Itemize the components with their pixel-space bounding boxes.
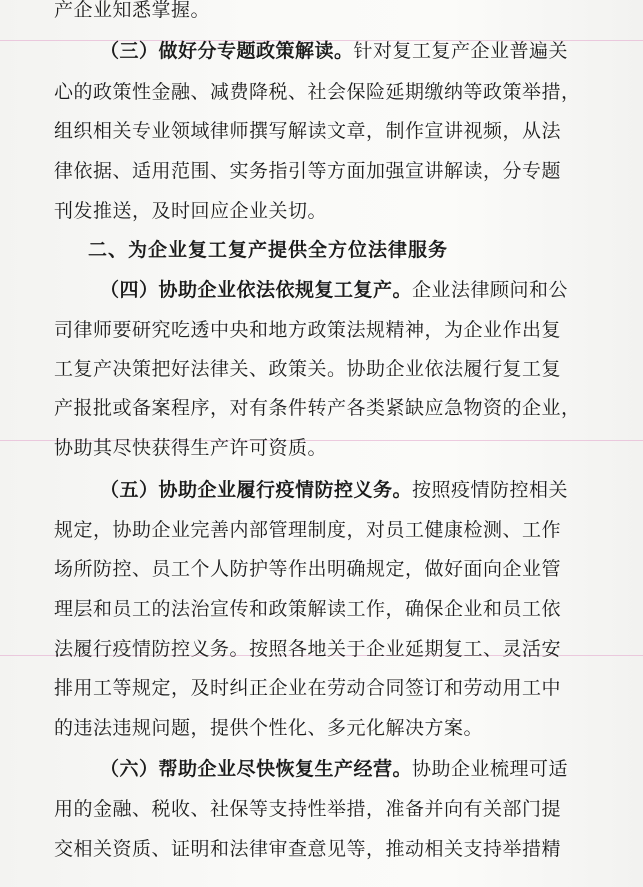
line-text: 规定，协助企业完善内部管理制度，对员工健康检测、工作	[54, 519, 562, 541]
paragraph-heading-line	[100, 757, 568, 781]
line-text: 司律师要研究吃透中央和地方政策法规精神，为企业作出复	[54, 319, 562, 341]
section-heading	[88, 238, 448, 262]
line-text: 律依据、适用范围、实务指引等方面加强宣讲解读，分专题	[54, 160, 562, 182]
text-line	[54, 557, 561, 581]
line-text: 的违法违规问题，提供个性化、多元化解决方案。	[54, 717, 484, 739]
text-line	[54, 159, 561, 183]
text-line	[54, 0, 210, 22]
line-text: 理层和员工的法治宣传和政策解读工作，确保企业和员工依	[54, 598, 562, 620]
text-line	[54, 318, 561, 342]
line-text: 交相关资质、证明和法律审查意见等，推动相关支持举措精	[54, 838, 562, 860]
text-line	[54, 597, 561, 621]
line-text: 针对复工复产企业普遍关	[353, 40, 569, 62]
line-text: 按照疫情防控相关	[412, 479, 569, 501]
line-text: 心的政策性金融、减费降税、社会保险延期缴纳等政策举措，	[54, 81, 581, 103]
line-text: 组织相关专业领域律师撰写解读文章，制作宣讲视频，从法	[54, 120, 562, 142]
paragraph-heading-line	[100, 478, 568, 502]
text-line	[54, 199, 327, 223]
text-line	[54, 396, 581, 420]
paragraph-heading: （五）协助企业履行疫情防控义务。	[100, 479, 413, 501]
text-line	[54, 119, 561, 143]
text-line	[54, 837, 561, 861]
line-text: 刊发推送，及时回应企业关切。	[54, 200, 328, 222]
text-line	[54, 797, 561, 821]
text-line	[54, 518, 561, 542]
line-text: 产报批或备案程序，对有条件转产各类紧缺应急物资的企业，	[54, 397, 581, 419]
text-line	[54, 80, 581, 104]
text-line	[54, 357, 561, 381]
paragraph-heading-line	[100, 39, 568, 63]
line-text: 排用工等规定，及时纠正企业在劳动合同签订和劳动用工中	[54, 677, 562, 699]
line-text: 用的金融、税收、社保等支持性举措，准备并向有关部门提	[54, 798, 562, 820]
line-text: 场所防控、员工个人防护等作出明确规定，做好面向企业管	[54, 558, 562, 580]
paragraph-heading: （三）做好分专题政策解读。	[100, 40, 354, 62]
paragraph-heading: （六）帮助企业尽快恢复生产经营。	[100, 758, 413, 780]
line-text: 产企业知悉掌握。	[54, 0, 211, 21]
line-text: 工复产决策把好法律关、政策关。协助企业依法履行复工复	[54, 358, 562, 380]
line-text: 企业法律顾问和公	[412, 279, 569, 301]
line-text: 法履行疫情防控义务。按照各地关于企业延期复工、灵活安	[54, 638, 562, 660]
text-line	[54, 637, 561, 661]
text-line	[54, 436, 327, 460]
text-line	[54, 676, 561, 700]
section-heading-text: 二、为企业复工复产提供全方位法律服务	[88, 239, 449, 261]
text-line	[54, 716, 483, 740]
line-text: 协助其尽快获得生产许可资质。	[54, 437, 328, 459]
paragraph-heading-line	[100, 278, 568, 302]
paragraph-heading: （四）协助企业依法依规复工复产。	[100, 279, 413, 301]
line-text: 协助企业梳理可适	[412, 758, 569, 780]
